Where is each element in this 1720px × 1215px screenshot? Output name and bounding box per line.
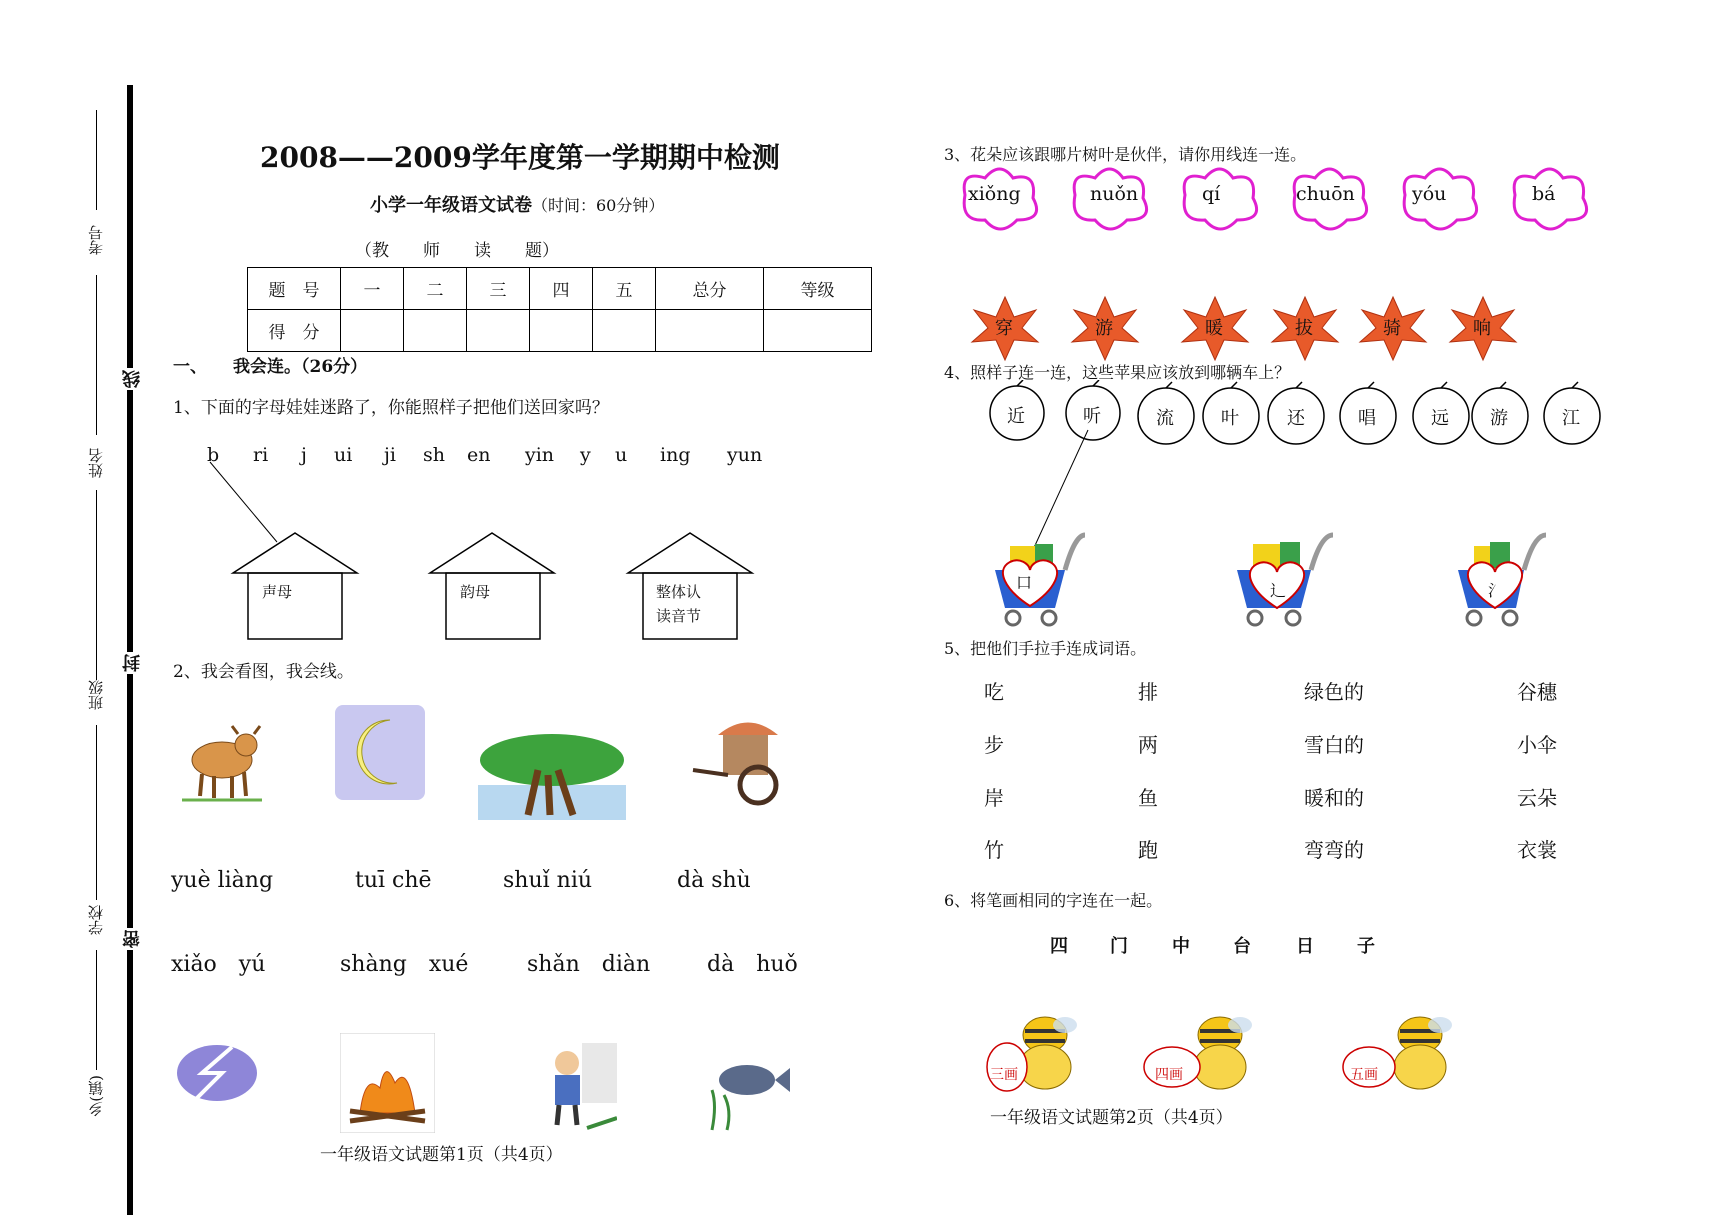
cart-image bbox=[688, 705, 793, 820]
apple-char[interactable]: 近 bbox=[1007, 406, 1025, 427]
binding-label-name: 姓名 bbox=[87, 448, 105, 478]
leaf-char[interactable]: 暖 bbox=[1205, 318, 1223, 339]
section1-number: 一、 bbox=[173, 357, 207, 377]
word-item[interactable]: 两 bbox=[1138, 733, 1158, 757]
bee-label[interactable]: 五画 bbox=[1350, 1067, 1378, 1083]
word-item[interactable]: 绿色的 bbox=[1304, 680, 1364, 704]
score-table bbox=[247, 267, 872, 352]
score-cell[interactable] bbox=[764, 310, 872, 352]
lightning-image bbox=[172, 1035, 262, 1115]
flowers-row bbox=[955, 160, 1595, 235]
question-1: 1、下面的字母娃娃迷路了，你能照样子把他们送回家吗？ bbox=[173, 398, 609, 418]
footer-page-1: 一年级语文试题第1页（共4页） bbox=[320, 1145, 563, 1165]
stroke-char[interactable]: 子 bbox=[1357, 936, 1375, 957]
time-note: （时间：60分钟） bbox=[532, 196, 665, 215]
letter-item[interactable]: ing bbox=[660, 444, 691, 466]
fish-image bbox=[702, 1035, 792, 1135]
pinyin-item[interactable]: tuī chē bbox=[355, 868, 432, 893]
binding-label-town: 乡(镇) bbox=[87, 1075, 105, 1117]
flower-pinyin[interactable]: xiǒng bbox=[968, 183, 1021, 205]
cart-radical[interactable]: 口 bbox=[1016, 573, 1033, 592]
score-header-cell: 总分 bbox=[656, 268, 764, 310]
cart-radical[interactable]: 辶 bbox=[1270, 581, 1287, 600]
word-item[interactable]: 衣裳 bbox=[1517, 838, 1557, 862]
apple-char[interactable]: 流 bbox=[1156, 408, 1174, 429]
word-item[interactable]: 吃 bbox=[984, 680, 1004, 704]
score-header-cell: 二 bbox=[404, 268, 467, 310]
stroke-char[interactable]: 门 bbox=[1110, 936, 1128, 957]
binding-mark-seal: 封 bbox=[120, 652, 146, 674]
question-2: 2、我会看图，我会线。 bbox=[173, 662, 354, 682]
word-item[interactable]: 排 bbox=[1138, 680, 1158, 704]
binding-line bbox=[127, 85, 133, 1215]
cart-radical[interactable]: 氵 bbox=[1488, 581, 1505, 600]
flower-pinyin[interactable]: yóu bbox=[1412, 183, 1447, 205]
score-cell[interactable] bbox=[467, 310, 530, 352]
binding-mark-line: 线 bbox=[120, 368, 146, 390]
score-header-cell: 三 bbox=[467, 268, 530, 310]
pinyin-item[interactable]: dà huǒ bbox=[707, 952, 798, 977]
footer-page-2: 一年级语文试题第2页（共4页） bbox=[990, 1108, 1233, 1128]
leaf-char[interactable]: 骑 bbox=[1383, 318, 1401, 339]
word-item[interactable]: 弯弯的 bbox=[1304, 838, 1364, 862]
bee-image bbox=[1140, 1005, 1255, 1105]
binding-mark-secret: 密 bbox=[120, 928, 146, 950]
stroke-char[interactable]: 日 bbox=[1296, 936, 1314, 957]
bee-label[interactable]: 三画 bbox=[990, 1067, 1018, 1083]
apple-char[interactable]: 唱 bbox=[1358, 408, 1376, 429]
flower-pinyin[interactable]: bá bbox=[1532, 183, 1556, 205]
score-table-header-row bbox=[248, 268, 872, 310]
pinyin-item[interactable]: yuè liàng bbox=[171, 868, 274, 893]
stroke-char[interactable]: 中 bbox=[1172, 936, 1190, 957]
exam-subtitle bbox=[370, 191, 664, 217]
binding-label-class: 班级 bbox=[87, 680, 105, 710]
score-header-cell: 一 bbox=[341, 268, 404, 310]
flower-pinyin[interactable]: qí bbox=[1202, 183, 1221, 205]
word-item[interactable]: 岸 bbox=[984, 786, 1004, 810]
letter-item[interactable]: u bbox=[615, 444, 628, 466]
ox-image bbox=[172, 700, 262, 810]
letter-item[interactable]: yin bbox=[525, 444, 555, 466]
bee-image bbox=[985, 1005, 1090, 1105]
pinyin-item[interactable]: shǎn diàn bbox=[527, 952, 651, 977]
score-cell[interactable] bbox=[341, 310, 404, 352]
letter-item[interactable]: ri bbox=[253, 444, 269, 466]
apple-char[interactable]: 游 bbox=[1490, 408, 1508, 429]
pinyin-item[interactable]: dà shù bbox=[677, 868, 751, 893]
word-item[interactable]: 竹 bbox=[984, 838, 1004, 862]
flower-shape bbox=[1184, 169, 1256, 229]
score-cell[interactable] bbox=[656, 310, 764, 352]
flower-pinyin[interactable]: chuōn bbox=[1296, 183, 1355, 205]
section1-heading: 我会连。（26分） bbox=[233, 357, 368, 377]
bee-image bbox=[1335, 1005, 1455, 1105]
word-item[interactable]: 鱼 bbox=[1138, 786, 1158, 810]
apple-char[interactable]: 还 bbox=[1287, 408, 1305, 429]
score-cell[interactable] bbox=[404, 310, 467, 352]
question-6: 6、将笔画相同的字连在一起。 bbox=[944, 891, 1163, 910]
house-label-initials: 声母 bbox=[262, 583, 293, 601]
subtitle-text: 小学一年级语文试卷 bbox=[370, 195, 532, 216]
stroke-char[interactable]: 四 bbox=[1050, 936, 1068, 957]
pinyin-item[interactable]: xiǎo yú bbox=[171, 952, 266, 977]
question-4: 4、照样子连一连，这些苹果应该放到哪辆车上？ bbox=[944, 363, 1291, 382]
score-cell[interactable] bbox=[593, 310, 656, 352]
score-header-cell: 等级 bbox=[764, 268, 872, 310]
flower-pinyin[interactable]: nuǒn bbox=[1090, 183, 1139, 205]
score-header-cell: 五 bbox=[593, 268, 656, 310]
bee-label[interactable]: 四画 bbox=[1155, 1067, 1183, 1083]
letter-item[interactable]: sh bbox=[423, 444, 445, 466]
word-item[interactable]: 暖和的 bbox=[1304, 786, 1364, 810]
score-row-label: 得 分 bbox=[248, 310, 341, 352]
question-3: 3、花朵应该跟哪片树叶是伙伴，请你用线连一连。 bbox=[944, 145, 1307, 164]
stroke-char[interactable]: 台 bbox=[1233, 936, 1251, 957]
reader-note: （教 师 读 题） bbox=[355, 241, 559, 261]
score-header-cell: 四 bbox=[530, 268, 593, 310]
score-table-score-row bbox=[248, 310, 872, 352]
letter-item[interactable]: ui bbox=[334, 444, 353, 466]
pinyin-item[interactable]: shuǐ niú bbox=[503, 868, 593, 893]
letter-item[interactable]: y bbox=[580, 444, 591, 466]
word-item[interactable]: 雪白的 bbox=[1304, 733, 1364, 757]
tree-image bbox=[478, 725, 626, 820]
question-5: 5、把他们手拉手连成词语。 bbox=[944, 639, 1147, 658]
apple-char[interactable]: 叶 bbox=[1221, 408, 1239, 429]
letter-item[interactable]: b bbox=[207, 444, 220, 466]
letter-item[interactable]: j bbox=[301, 444, 307, 466]
binding-label-school: 学校 bbox=[87, 905, 105, 935]
word-item[interactable]: 小伞 bbox=[1517, 733, 1557, 757]
exam-title: 2008——2009学年度第一学期期中检测 bbox=[260, 141, 780, 174]
house-label-finals: 韵母 bbox=[460, 583, 491, 601]
leaf-char[interactable]: 游 bbox=[1095, 318, 1113, 339]
house-label-whole-syllables: 整体认 读音节 bbox=[656, 583, 702, 625]
letter-item[interactable]: ji bbox=[384, 444, 396, 466]
word-item[interactable]: 云朵 bbox=[1517, 786, 1557, 810]
leaf-char[interactable]: 穿 bbox=[995, 318, 1013, 339]
word-item[interactable]: 跑 bbox=[1138, 838, 1158, 862]
shopping-cart bbox=[1450, 530, 1560, 630]
score-header-cell: 题 号 bbox=[248, 268, 341, 310]
student-image bbox=[537, 1033, 617, 1133]
apple-char[interactable]: 远 bbox=[1431, 408, 1449, 429]
shopping-cart bbox=[985, 530, 1095, 630]
fire-image bbox=[340, 1033, 435, 1133]
letter-item[interactable]: en bbox=[467, 444, 491, 466]
letter-item[interactable]: yun bbox=[727, 444, 763, 466]
apple-char[interactable]: 听 bbox=[1083, 406, 1101, 427]
moon-image bbox=[335, 705, 425, 800]
word-item[interactable]: 步 bbox=[984, 733, 1004, 757]
apple-char[interactable]: 江 bbox=[1562, 408, 1580, 429]
score-cell[interactable] bbox=[530, 310, 593, 352]
leaf-char[interactable]: 拔 bbox=[1295, 318, 1313, 339]
leaf-char[interactable]: 响 bbox=[1473, 318, 1491, 339]
pinyin-item[interactable]: shàng xué bbox=[340, 952, 469, 977]
binding-label-exam-no: 考号 bbox=[87, 225, 105, 255]
word-item[interactable]: 谷穗 bbox=[1517, 680, 1557, 704]
